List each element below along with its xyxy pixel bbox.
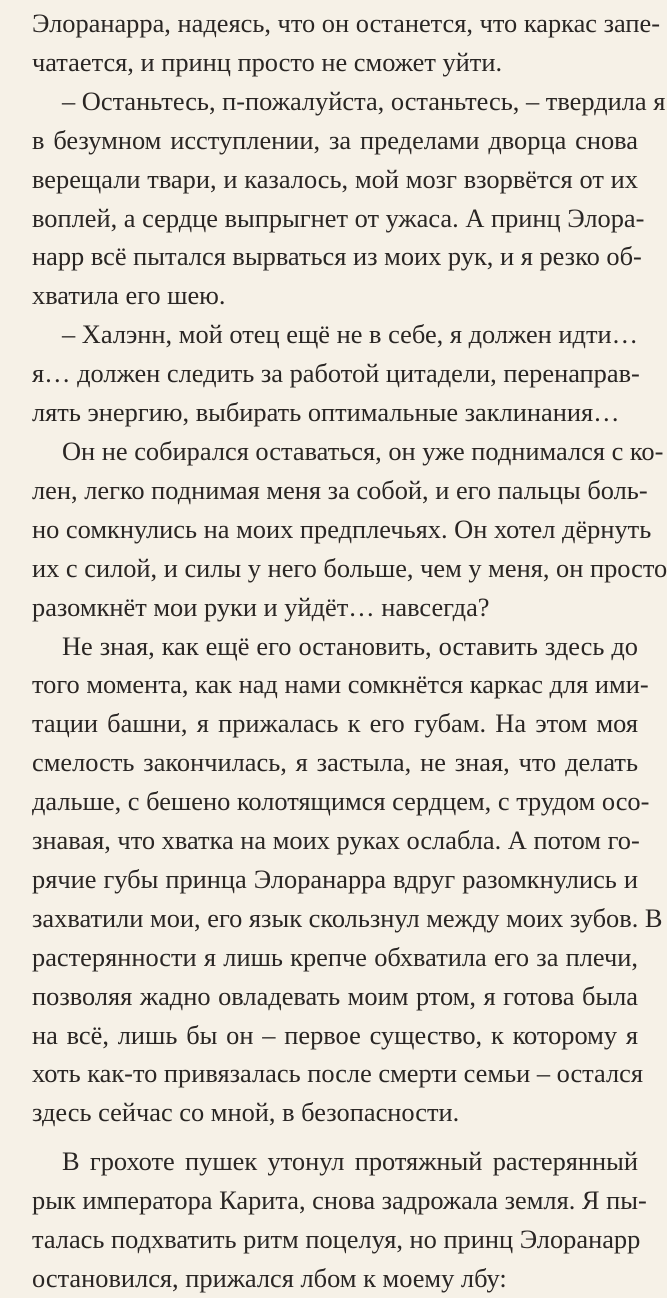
text-line: я… должен следить за работой цитадели, перенаправ- — [32, 358, 640, 389]
text-line: рык императора Карита, снова задрожала земля. Я пы- — [32, 1185, 647, 1216]
text-line: дальше, с бешено колотящимся сердцем, с трудом осо- — [32, 786, 650, 817]
text-line: смелость закончилась, я застыла, не зная, что делать — [32, 747, 638, 778]
text-line: В грохоте пушек утонул протяжный растерянный — [62, 1146, 638, 1177]
paragraph — [32, 315, 638, 432]
text-line: в безумном исступлении, за пределами дворца снова — [32, 124, 638, 155]
text-line: – Останьтесь, п-пожалуйста, останьтесь, – твердила я — [62, 85, 666, 116]
text-line: тации башни, я прижалась к его губам. На этом моя — [32, 708, 638, 739]
paragraph — [32, 4, 661, 82]
text-line: разомкнёт мои руки и уйдёт… навсегда? — [32, 591, 490, 622]
text-line: верещали твари, и казалось, мой мозг взорвётся от их — [32, 163, 638, 194]
text-line: лен, легко поднимая меня за собой, и его пальцы боль- — [32, 474, 648, 505]
text-line: их с силой, и силы у него больше, чем у меня, он просто — [32, 552, 667, 583]
text-line: здесь сейчас со мной, в безопасности. — [32, 1097, 460, 1128]
text-line: знавая, что хватка на моих руках ослабла. А потом го- — [32, 825, 640, 856]
text-line: Не зная, как ещё его остановить, оставить здесь до — [62, 630, 638, 661]
text-line: Он не собирался оставаться, он уже поднимался с ко- — [62, 435, 664, 466]
paragraph — [32, 432, 667, 627]
text-line: рячие губы принца Элоранарра вдруг разомкнулись и — [32, 863, 638, 894]
text-line: растерянности я лишь крепче обхватила его за плечи, — [32, 941, 638, 972]
text-line: – Халэнн, мой отец ещё не в себе, я должен идти… — [62, 319, 638, 350]
text-line: талась подхватить ритм поцелуя, но принц Элоранарр — [32, 1224, 641, 1255]
text-line: нарр всё пытался вырваться из моих рук, и я резко об- — [32, 241, 642, 272]
text-line: хватила его шею. — [32, 280, 226, 311]
paragraph — [32, 82, 666, 315]
paragraph — [32, 1142, 647, 1298]
text-line: того момента, как над нами сомкнётся каркас для ими- — [32, 669, 649, 700]
text-line: воплей, а сердце выпрыгнет от ужаса. А принц Элора- — [32, 202, 645, 233]
text-line: на всё, лишь бы он – первое существо, к которому я — [32, 1019, 638, 1050]
text-line: захватили мои, его язык скользнул между моих зубов. В — [32, 902, 663, 933]
text-line: Элоранарра, надеясь, что он останется, что каркас запе- — [32, 8, 661, 38]
text-line: позволяя жадно овладевать моим ртом, я готова была — [32, 980, 638, 1011]
text-line: остановился, прижался лбом к моему лбу: — [32, 1263, 507, 1293]
text-line: чатается, и принц просто не сможет уйти. — [32, 46, 503, 77]
text-line: хоть как-то привязалась после смерти семьи – остался — [32, 1058, 644, 1089]
text-line: лять энергию, выбирать оптимальные заклинания… — [32, 397, 620, 428]
text-line: но сомкнулись на моих предплечьях. Он хотел дёрнуть — [32, 513, 652, 544]
paragraph — [32, 627, 663, 1133]
